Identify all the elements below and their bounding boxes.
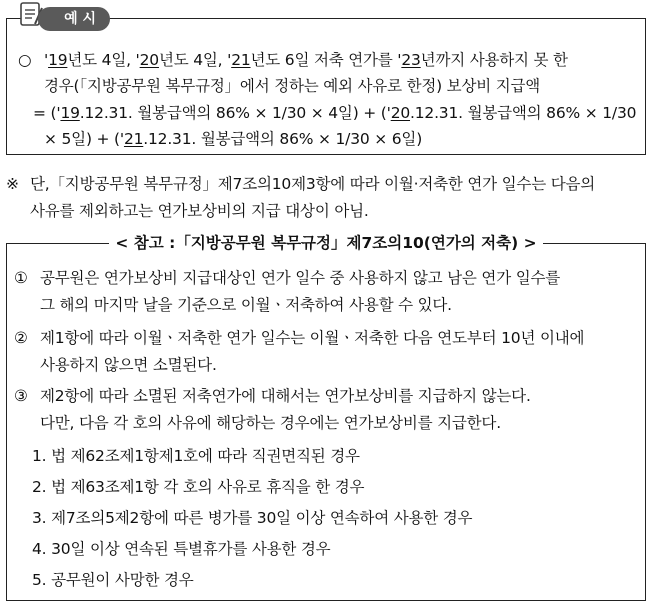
reference-item-1-line-1: 공무원은 연가보상비 지급대상인 연가 일수 중 사용하지 않고 남은 연가 일수를	[40, 269, 561, 287]
reference-item-1-num: ①	[14, 269, 28, 287]
reference-subitem-3: 3. 제7조의5제2항에 따른 병가를 30일 이상 연속하여 사용한 경우	[32, 509, 473, 527]
reference-item-2-num: ②	[14, 329, 28, 347]
reference-subitem-2: 2. 법 제63조제1항 각 호의 사유로 휴직을 한 경우	[32, 478, 365, 496]
reference-subitem-4: 4. 30일 이상 연속된 특별휴가를 사용한 경우	[32, 540, 331, 558]
reference-item-2-line-2: 사용하지 않으면 소멸된다.	[40, 356, 217, 374]
reference-item-3-line-1: 제2항에 따라 소멸된 저축연가에 대해서는 연가보상비를 지급하지 않는다.	[40, 387, 531, 405]
reference-title: < 참고 :「지방공무원 복무규정」제7조의10(연가의 저축) >	[0, 232, 652, 254]
note-line-1: 단,「지방공무원 복무규정」제7조의10제3항에 따라 이월·저축한 연가 일수는 다음의	[30, 175, 596, 193]
example-line-2: 경우(「지방공무원 복무규정」에서 정하는 예외 사유로 한정) 보상비 지급액	[44, 77, 541, 95]
example-line-4: × 5일) + ('21.12.31. 월봉급액의 86% × 1/30 × 6일)	[44, 130, 423, 148]
example-line-1: '19년도 4일, '20년도 4일, '21년도 6일 저축 연가를 '23년까지 사용하지 못 한	[44, 51, 568, 69]
reference-item-2-line-1: 제1항에 따라 이월ㆍ저축한 연가 일수는 이월ㆍ저축한 다음 연도부터 10년 이내에	[40, 329, 585, 347]
example-bullet: ○	[18, 51, 32, 69]
example-line-3: = ('19.12.31. 월봉급액의 86% × 1/30 × 4일) + ('20.12.31. 월봉급액의 86% × 1/30	[33, 104, 637, 122]
note-mark: ※	[6, 175, 19, 193]
reference-subitem-5: 5. 공무원이 사망한 경우	[32, 571, 194, 589]
reference-subitem-1: 1. 법 제62조제1항제1호에 따라 직권면직된 경우	[32, 447, 360, 465]
reference-item-3-num: ③	[14, 387, 28, 405]
example-badge: 예 시	[38, 7, 110, 31]
note-line-2: 사유를 제외하고는 연가보상비의 지급 대상이 아님.	[30, 202, 369, 220]
reference-item-3-line-2: 다만, 다음 각 호의 사유에 해당하는 경우에는 연가보상비를 지급한다.	[40, 414, 501, 432]
reference-item-1-line-2: 그 해의 마지막 날을 기준으로 이월ㆍ저축하여 사용할 수 있다.	[40, 296, 452, 314]
